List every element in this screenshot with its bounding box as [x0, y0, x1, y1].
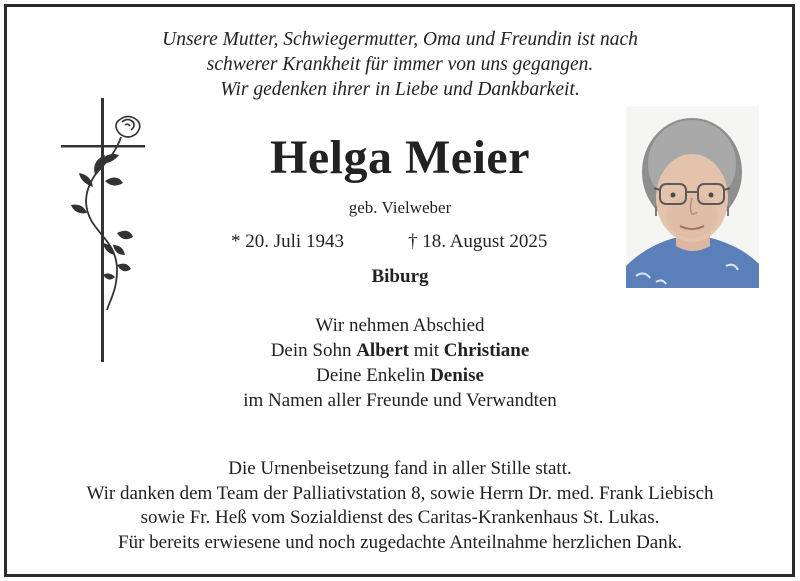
death-date: † 18. August 2025	[408, 231, 548, 252]
birth-name: geb. Vielweber	[348, 198, 452, 217]
mourners-line-2	[150, 338, 650, 363]
closing-line-4: Für bereits erwiesene und noch zugedachte Anteilnahme herzlichen Dank.	[118, 531, 682, 553]
intro-text	[0, 27, 800, 102]
son-name: Albert	[356, 340, 409, 361]
mourners-line-3	[150, 363, 650, 388]
portrait-photo	[626, 106, 759, 288]
cross-with-rose-icon	[55, 95, 155, 365]
closing-line-1: Die Urnenbeisetzung fand in aller Stille statt.	[228, 458, 572, 479]
mourners-line-1: Wir nehmen Abschied	[315, 315, 485, 336]
intro-line-1: Unsere Mutter, Schwiegermutter, Oma und Freundin ist nach	[162, 29, 638, 50]
birth-date: * 20. Juli 1943	[231, 231, 344, 252]
closing-text	[0, 457, 800, 555]
partner-name: Christiane	[443, 340, 530, 361]
closing-line-2: Wir danken dem Team der Palliativstation 8, sowie Herrn Dr. med. Frank Liebisch	[86, 482, 714, 504]
intro-line-3: Wir gedenken ihrer in Liebe und Dankbarkeit.	[220, 79, 580, 100]
son-label: Dein Sohn	[270, 340, 357, 361]
intro-line-2: schwerer Krankheit für immer von uns gegangen.	[206, 54, 594, 75]
mourners-line-4: im Namen aller Freunde und Verwandten	[243, 390, 557, 411]
granddaughter-name: Denise	[430, 365, 484, 386]
granddaughter-label: Deine Enkelin	[316, 365, 431, 386]
mourners-block	[150, 313, 650, 413]
place-name: Biburg	[371, 266, 429, 287]
closing-line-3: sowie Fr. Heß vom Sozialdienst des Caritas-Krankenhaus St. Lukas.	[140, 507, 660, 528]
deceased-name: Helga Meier	[269, 131, 531, 184]
connector-text: mit	[408, 340, 444, 361]
